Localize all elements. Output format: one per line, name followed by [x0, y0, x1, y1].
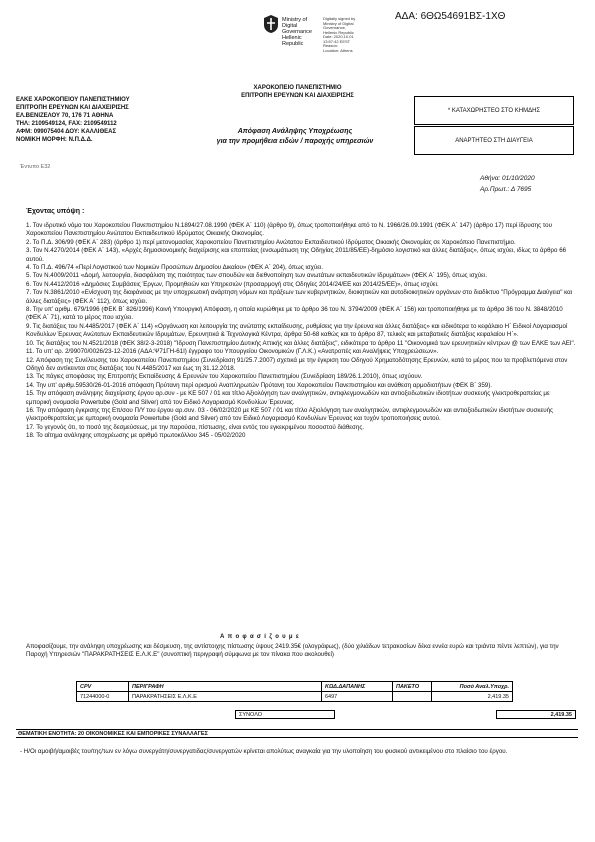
cell-expense-code: 6497: [322, 692, 393, 702]
address-line: ΝΟΜΙΚΗ ΜΟΡΦΗ: Ν.Π.Δ.Δ.: [16, 137, 93, 143]
list-item: 18. Το αίτημα ανάληψης υποχρέωσης με αριθμό πρωτοκόλλου 345 - 05/02/2020: [26, 432, 246, 440]
seal-line: Governance: [282, 29, 312, 35]
list-item: 2. Το Π.Δ. 306/99 (ΦΕΚ Α΄ 283) (άρθρο 1) περί μετονομασίας Χαροκοπείου Πανεπιστημίου Ανώτατου Εκπαιδευτικού Ιδρύματος Οικιακής Οικονομίας σε Χαροκόπειο Πανεπιστήμιο.: [26, 238, 516, 246]
signature-line: Governance,: [323, 25, 346, 30]
address-line: ΕΛ.ΒΕΝΙΖΕΛΟΥ 70, 176 71 ΑΘΗΝΑ: [16, 113, 114, 119]
list-item: 10. Τις διατάξεις του Ν.4521/2018 (ΦΕΚ 38/2-3-2018) "Ίδρυση Πανεπιστημίου Δυτικής Αττικής και άλλες διατάξεις", ειδικότερα το άρθρο 11 "Οικονομικά των ερευνητικών κέντρων @ των ΕΛΚΕ των ΑΕΙ".: [26, 339, 576, 347]
signature-line: 13:57:42 EEST: [323, 38, 351, 44]
seal-line: Ministry of Digital: [282, 17, 308, 29]
list-item: 4. Το Π.Δ. 496/74 «Περί Λογιστικού των Νομικών Προσώπων Δημοσίου Δικαίου» (ΦΕΚ Α΄ 204), όπως ισχύει.: [26, 264, 324, 272]
total-row: [235, 710, 575, 719]
header-package: ΠΑΚΕΤΟ: [393, 682, 432, 692]
signature-line: Date: 2020.10.01: [323, 34, 354, 39]
form-code: Έντυπο Ε32: [20, 164, 51, 170]
list-item: 11. Το υπ' αρ. 2/99070/0026/23-12-2016 (ΑΔΑ:Ψ71ΓΗ-61Ι) έγγραφο του Υπουργείου Οικονομικών (Γ.Λ.Κ.) «Ανατροπές και Αναλήψεις Υποχρεώσεων».: [26, 348, 439, 356]
cell-amount: 2,419.35: [432, 692, 513, 702]
document-subject: [190, 127, 400, 147]
header-description: ΠΕΡΙΓΡΑΦΗ: [129, 682, 322, 692]
decision-heading: Α π ο φ α σ ί ζ ο υ μ ε: [220, 634, 300, 640]
diavgeia-posting-box: ΑΝΑΡΤΗΤΕΟ ΣΤΗ ΔΙΑΥΓΕΙΑ: [414, 126, 574, 155]
sender-address-block: [16, 96, 130, 144]
list-item: 5. Τον Ν.4009/2011 «Δομή, λειτουργία, διασφάλιση της ποιότητας των σπουδών και διεθνοποίηση των ανωτάτων εκπαιδευτικών Ιδρυμάτων» (ΦΕΚ Α΄ 195), όπως ισχύει.: [26, 272, 488, 280]
date-protocol-block: [480, 173, 535, 195]
list-item: 3. Τον Ν.4270/2014 (ΦΕΚ Α΄ 143), «Αρχές δημοσιονομικής διαχείρισης και εποπτείας (ενσωμάτωση της Οδηγίας 2011/85/ΕΕ)-δημόσιο λογιστικό και άλλες διατάξεις», όπως ισχύει, ιδίως το άρθρο 66 αυτού.: [26, 247, 567, 263]
considerations-list: [26, 222, 576, 441]
total-label: ΣΥΝΟΛΟ: [235, 710, 335, 719]
justification-note: - Η/Οι αμοιβή/αμοιβές του/της/των εν λόγω συνεργάτη/συνεργατιδας/συνεργατών κρίνεται απολύτως αναγκαία για την υλοποίηση του φυσικού αντικειμένου στο πλαίσιο του έργου.: [20, 748, 508, 755]
signature-line: Location: Athens: [323, 47, 353, 53]
committee-name: ΕΠΙΤΡΟΠΗ ΕΡΕΥΝΩΝ ΚΑΙ ΔΙΑΧΕΙΡΙΣΗΣ: [241, 93, 354, 99]
address-line: ΕΠΙΤΡΟΠΗ ΕΡΕΥΝΩΝ ΚΑΙ ΔΙΑΧΕΙΡΙΣΗΣ: [16, 105, 129, 111]
list-item: 7. Τον Ν.3861/2010 «Ενίσχυση της διαφάνειας με την υποχρεωτική ανάρτηση νόμων και πράξεων των κυβερνητικών, διοικητικών και αυτοδιοικητικών οργάνων στο διαδίκτυο "Πρόγραμμα Διαύγεια" και άλλες διατάξεις» (ΦΕΚ Α΄ 112), όπως ισχύει.: [26, 289, 573, 305]
signature-line: Digitally signed by: [323, 16, 356, 21]
protocol-number: Αρ.Πρωτ.: Δ 7695: [480, 186, 532, 193]
list-item: 13. Τις πάγιες αποφάσεις της Επιτροπής Εκπαίδευσης & Ερευνών του Χαροκοπείου Πανεπιστημίου (Συνεδρίαση 189/26.1.2010), όπως ισχύουν.: [26, 373, 423, 381]
signature-line: Reason:: [323, 43, 338, 48]
signature-line: Hellenic Republic: [323, 29, 354, 35]
header-amount: Ποσό Αναλ.Υποχρ.: [432, 682, 513, 692]
considerations-heading: Έχοντας υπόψη :: [26, 208, 85, 215]
list-item: 16. Την απόφαση έγκρισης της Επ/σου Π/Υ του έργου αρ.συν. 03 - 06/02/2020 με ΚΕ 507 / 01 και τίτλο Αξιολόγηση των αναλγητικών, αντιφλεγμονωδών και αντιοξειδωτικών ιδιοτήτων συσκευής γλεκτροθεραπείας με εμπορική ονομασία Powertube (Gold and Silver) από τον Ειδικό Λογαριασμό Κονδυλίων Έρευνας και τυχόν τροποποιήσεις αυτού.: [26, 406, 554, 423]
digital-signature-details: [323, 17, 371, 53]
signature-seal-title: [282, 17, 322, 47]
cell-package: [393, 692, 432, 702]
seal-line: Hellenic Republic: [282, 35, 304, 47]
document-date: Αθήνα: 01/10/2020: [480, 175, 535, 182]
kimdis-registration-box: * ΚΑΤΑΧΩΡΗΣΤΕΟ ΣΤΟ ΚΗΜΔΗΣ: [414, 96, 574, 125]
subject-line: Απόφαση Ανάληψης Υποχρέωσης: [237, 128, 353, 135]
thematic-unit: ΘΕΜΑΤΙΚΗ ΕΝΟΤΗΤΑ: 20 ΟΙΚΟΝΟΜΙΚΕΣ ΚΑΙ ΕΜΠΟΡΙΚΕΣ ΣΥΝΑΛΛΑΓΕΣ: [16, 729, 578, 738]
header-cpv: CPV: [77, 682, 129, 692]
cell-cpv: 71244000-0: [77, 692, 129, 702]
list-item: 8. Την υπ' αριθμ. 679/1996 (ΦΕΚ Β΄ 826/1996) Κοινή Υπουργική Απόφαση, η οποία κυρώθηκε με το άρθρο 36 του Ν. 3794/2009 (ΦΕΚ Α΄ 156) και τροποποιήθηκε με το άρθρο 36 του Ν. 3848/2010 (ΦΕΚ Α΄ 71), κατά το μέρος που ισχύει.: [26, 306, 563, 322]
university-name: ΧΑΡΟΚΟΠΕΙΟ ΠΑΝΕΠΙΣΤΗΜΙΟ: [253, 85, 342, 91]
address-line: ΤΗΛ: 2109549124, FAX: 2109549112: [16, 121, 117, 127]
expense-table: [76, 681, 513, 702]
subject-line: για την προμήθεια ειδών / παροχής υπηρεσιών: [216, 138, 374, 145]
decision-text: Αποφασίζουμε, την ανάληψη υποχρέωσης και δέσμευση, της αντίστοιχης πίστωσης ύψους 2419.35€ (ολογράφως), (δύο χιλιάδων τετρακοσίων δέκα εννέα ευρώ και τριάντα πέντε λεπτών), για την Παροχή Υπηρεσιών "ΠΑΡΑΚΡΑΤΗΣΕΙΣ Ε.Λ.Κ.Ε" (συνοπτική περιγραφή σύμφωνα με τον πίνακα που ακολουθεί): [26, 643, 559, 659]
table-row: [77, 692, 513, 702]
list-item: 17. Το γεγονός ότι, το ποσό της δεσμεύσεως, με την παρούσα, πίστωσης, είναι εντός του εγκεκριμένου ποσοστού διάθεσης.: [26, 423, 365, 431]
list-item: 1. Τον ιδρυτικό νόμο του Χαροκοπείου Πανεπιστημίου Ν.1894/27.08.1990 (ΦΕΚ Α΄ 110) (άρθρο 9), όπως τροποποιήθηκε από το Ν. 1966/26.09.1991 (ΦΕΚ Α΄ 147) (άρθρο 17) περί ίδρυσης του Χαροκοπείου Πανεπιστημίου Ανώτατου Εκπαιδευτικού Ιδρύματος Οικιακής Οικονομίας.: [26, 222, 552, 238]
list-item: 9. Τις διατάξεις του Ν.4485/2017 (ΦΕΚ Α΄ 114) «Οργάνωση και λειτουργία της ανώτατης εκπαίδευσης, ρυθμίσεις για την έρευνα και άλλες διατάξεις» και ειδικότερα το κεφάλαιο Η΄ Ειδικοί Λογαριασμοί Κονδυλίων Έρευνας Ανώτατων Εκπαιδευτικών Ιδρυμάτων, Ερευνητικά & Τεχνολογικά Κέντρα, άρθρα 50-68 καθώς και το άρθρο 87, τελικές και μεταβατικές διατάξεις κεφαλαίου Η΄».: [26, 322, 568, 339]
signature-line: Ministry of Digital: [323, 20, 354, 26]
hellenic-republic-emblem-icon: [262, 14, 280, 34]
table-header-row: [77, 682, 513, 692]
list-item: 6. Τον Ν.4412/2016 «Δημόσιες Συμβάσεις Έργων, Προμηθειών και Υπηρεσιών (προσαρμογή στις Οδηγίες 2014/24/ΕΕ και 2014/25/ΕΕ)», όπως ισχύει.: [26, 280, 439, 288]
address-line: ΕΛΚΕ ΧΑΡΟΚΟΠΕΙΟΥ ΠΑΝΕΠΙΣΤΗΜΙΟΥ: [16, 97, 130, 103]
ada-code: ΑΔΑ: 6ΘΩ54691ΒΣ-1ΧΘ: [395, 11, 506, 22]
list-item: 14. Την υπ' αριθμ.59530/26-01-2016 απόφαση Πρύτανη περί ορισμού Αναπληρωτών Πρύτανη του Χαροκοπείου Πανεπιστημίου και ανάθεση αρμοδιοτήτων (ΦΕΚ Β΄ 359).: [26, 381, 492, 389]
list-item: 15. Την απόφαση ανάληψης διαχείρισης έργου αρ.συν - με ΚΕ 507 / 01 και τίτλο Αξιολόγηση των αναλγητικών, αντιφλεγμονωδών και αντιοξειδωτικών ιδιοτήτων συσκευής γλεκτροθεραπείας με εμπορική ονομασία Powertube (Gold and Silver) από τον Ειδικό Λογαριασμό Κονδυλίων Έρευνας.: [26, 390, 550, 406]
address-line: ΑΦΜ: 099075404 ΔΟΥ: ΚΑΛΛΙΘΕΑΣ: [16, 129, 117, 135]
total-value: 2,419.35: [496, 710, 576, 719]
cell-description: ΠΑΡΑΚΡΑΤΗΣΕΙΣ Ε.Λ.Κ.Ε: [129, 692, 322, 702]
university-header: [170, 84, 425, 100]
header-expense-code: ΚΩΔ.ΔΑΠΑΝΗΣ: [322, 682, 393, 692]
list-item: 12. Απόφαση της Συνέλευσης του Χαροκοπείου Πανεπιστημίου (Συνεδρίαση 91/25.7.2007) σχετικά με την έγκριση του Οδηγού Χρηματοδότησης Ερευνών, κατά το μέρος που τα προβλεπόμενα στον Οδηγό δεν αντίκεινται στις διατάξεις του Ν.4485/2017 και έως τη 31.12.2018.: [26, 356, 568, 372]
